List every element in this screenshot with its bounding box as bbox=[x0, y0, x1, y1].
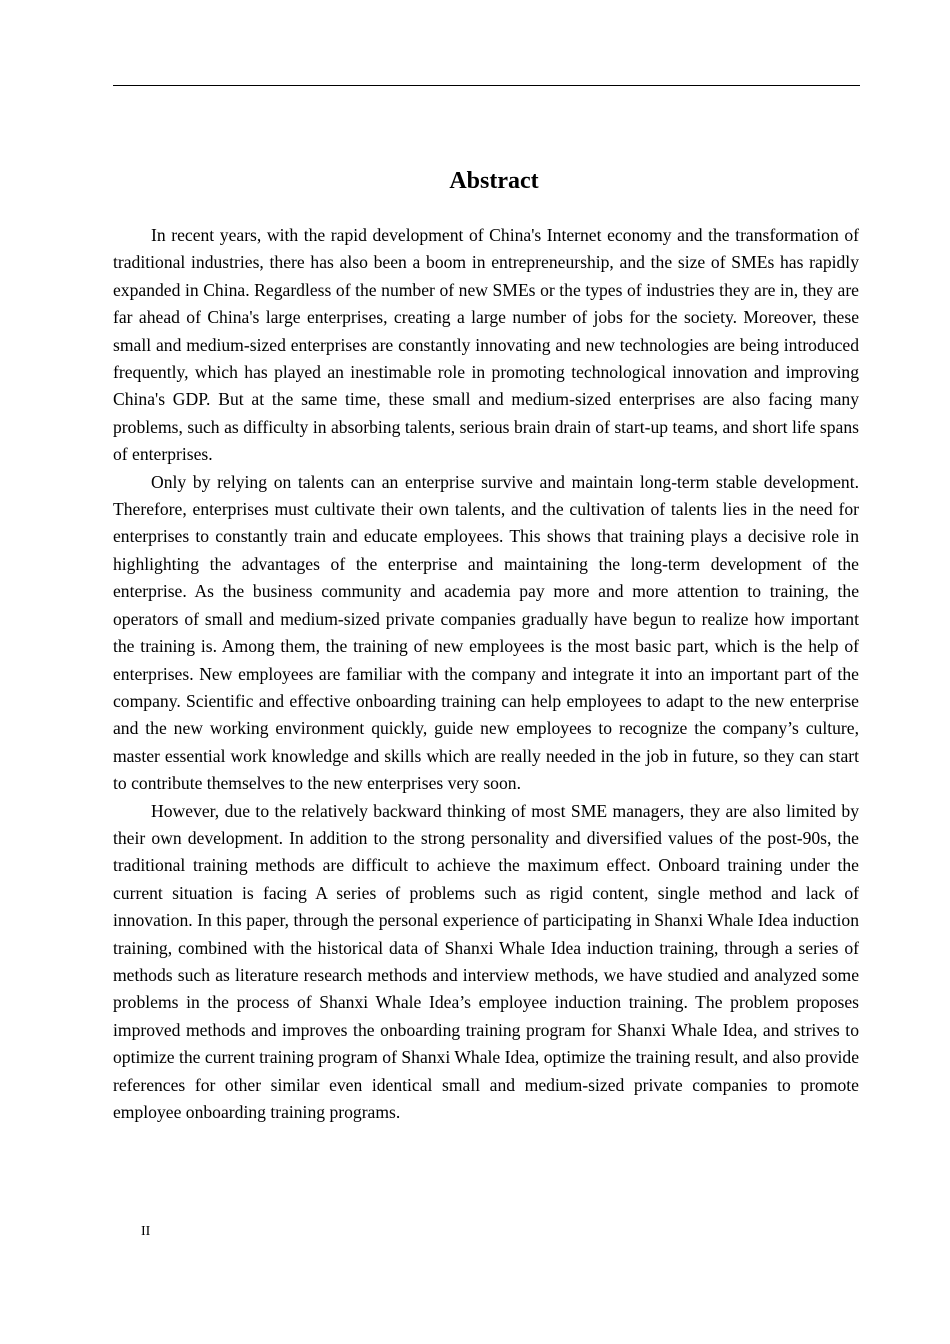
page-title: Abstract bbox=[449, 168, 539, 194]
abstract-body bbox=[113, 222, 859, 1126]
page-number: II bbox=[141, 1224, 151, 1239]
header-rule bbox=[113, 85, 860, 86]
abstract-paragraph-2: Only by relying on talents can an enterprise survive and maintain long-term stable development. Therefore, enterprises must cultivate their own talents, and the cultivation of talents lies in the need for enterprises to constantly train and educate employees. This shows that training plays a decisive role in highlighting the advantages of the enterprise and maintaining the long-term development of the enterprise. As the business community and academia pay more and more attention to training, the operators of small and medium-sized private companies gradually have begun to realize how important the training is. Among them, the training of new employees is the most basic part, which is the help of enterprises. New employees are familiar with the company and integrate it into an important part of the company. Scientific and effective onboarding training can help employees to adapt to the new enterprise and the new working environment quickly, guide new employees to recognize the company’s culture, master essential work knowledge and skills which are really needed in the job in future, so they can start to contribute themselves to the new enterprises very soon. bbox=[113, 471, 859, 794]
abstract-paragraph-1: In recent years, with the rapid development of China's Internet economy and the transformation of traditional industries, there has also been a boom in entrepreneurship, and the size of SMEs has rapidly expanded in China. Regardless of the number of new SMEs or the types of industries they are in, they are far ahead of China's large enterprises, creating a large number of jobs for the society. Moreover, these small and medium-sized enterprises are constantly innovating and new technologies are being introduced frequently, which has played an inestimable role in promoting technological innovation and improving China's GDP. But at the same time, these small and medium-sized enterprises are also facing many problems, such as difficulty in absorbing talents, serious brain drain of start-up teams, and short life spans of enterprises. bbox=[113, 225, 859, 465]
abstract-paragraph-3: However, due to the relatively backward thinking of most SME managers, they are also limited by their own development. In addition to the strong personality and diversified values of the post-90s, the traditional training methods are difficult to achieve the maximum effect. Onboard training under the current situation is facing A series of problems such as rigid content, single method and lack of innovation. In this paper, through the personal experience of participating in Shanxi Whale Idea induction training, combined with the historical data of Shanxi Whale Idea induction training, through a series of methods such as literature research methods and interview methods, we have studied and analyzed some problems in the process of Shanxi Whale Idea’s employee induction training. The problem proposes improved methods and improves the onboarding training program for Shanxi Whale Idea, and strives to optimize the current training program of Shanxi Whale Idea, optimize the training result, and also provide references for other similar even identical small and medium-sized private companies to promote employee onboarding training programs. bbox=[113, 800, 859, 1122]
